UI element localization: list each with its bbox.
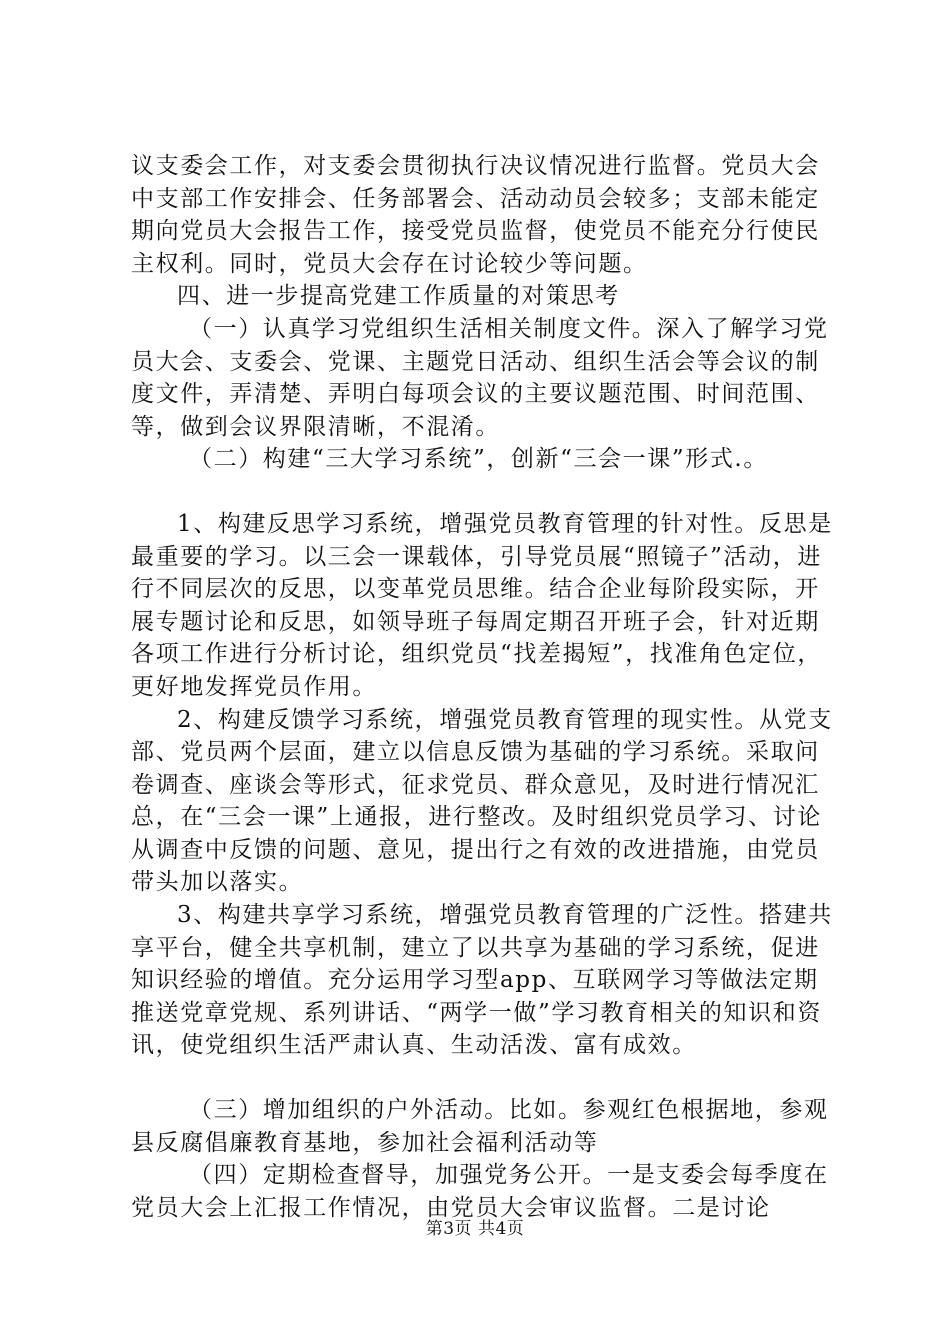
paragraph-continuation: 议支委会工作，对支委会贯彻执行决议情况进行监督。党员大会中支部工作安排会、任务部署会、活动动员会较多；支部未能定期向党员大会报告工作，接受党员监督，使党员不能充分行使民主权利。同时，党员大会存在讨论较少等问题。 <box>131 153 820 277</box>
blank-line <box>131 1062 836 1094</box>
paragraph-subitem-3: 3、构建共享学习系统，增强党员教育管理的广泛性。搭建共享平台，健全共享机制，建立了以共享为基础的学习系统，促进知识经验的增值。充分运用学习型app、互联网学习等做法定期推送党章党规、系列讲话、“两学一做”学习教育相关的知识和资讯，使党组织生活严肃认真、生动活泼、富有成效。 <box>131 902 833 1059</box>
page-number-footer: 第3页 共4页 <box>425 1219 525 1239</box>
section-heading-four: 四、进一步提高党建工作质量的对策思考 <box>177 283 620 310</box>
paragraph-item-four: （四）定期检查督导，加强党务公开。一是支委会每季度在党员大会上汇报工作情况，由党员大会审议监督。二是讨论 <box>131 1162 829 1221</box>
document-body <box>131 150 836 1224</box>
paragraph-subitem-1: 1、构建反思学习系统，增强党员教育管理的针对性。反思是最重要的学习。以三会一课载体，引导党员展“照镜子”活动，进行不同层次的反思，以变革党员思维。结合企业每阶段实际，开展专题讨论和反思，如领导班子每周定期召开班子会，针对近期各项工作进行分析讨论，组织党员“找差揭短”，找准角色定位，更好地发挥党员作用。 <box>131 510 833 700</box>
paragraph-subitem-2: 2、构建反馈学习系统，增强党员教育管理的现实性。从党支部、党员两个层面，建立以信息反馈为基础的学习系统。采取问卷调查、座谈会等形式，征求党员、群众意见，及时进行情况汇总，在“三会一课”上通报，进行整改。及时组织党员学习、讨论从调查中反馈的问题、意见，提出行之有效的改进措施，由党员带头加以落实。 <box>131 706 833 896</box>
paragraph-item-two: （二）构建“三大学习系统”，创新“三会一课”形式.。 <box>189 446 768 473</box>
paragraph-item-one: （一）认真学习党组织生活相关制度文件。深入了解学习党员大会、支委会、党课、主题党日活动、组织生活会等会议的制度文件，弄清楚、弄明白每项会议的主要议题范围、时间范围、等，做到会议界限清晰，不混淆。 <box>131 315 829 440</box>
paragraph-item-three: （三）增加组织的户外活动。比如。参观红色根据地，参观县反腐倡廉教育基地，参加社会福利活动等 <box>131 1097 829 1156</box>
blank-line <box>131 476 836 508</box>
